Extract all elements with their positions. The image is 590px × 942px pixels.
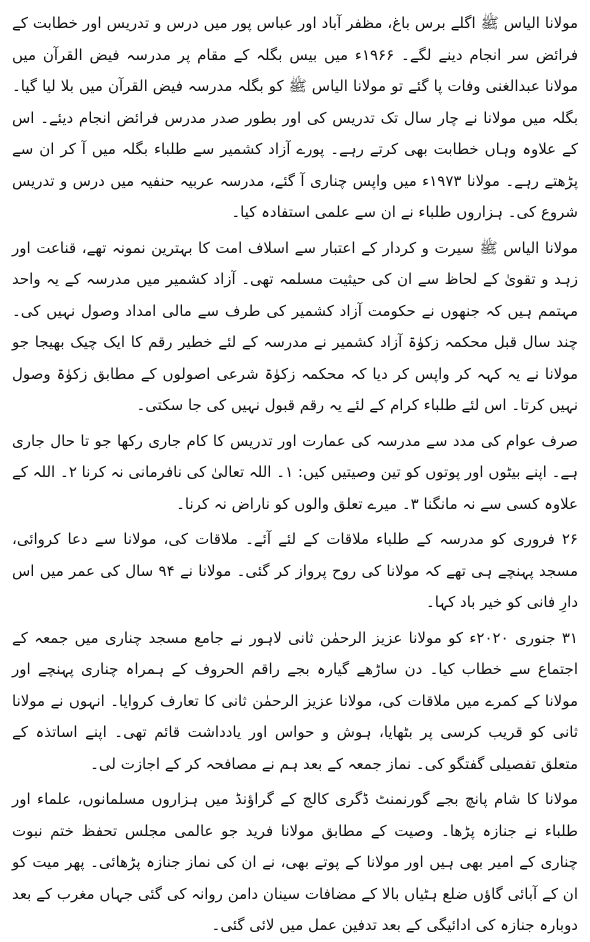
paragraph-3: صرف عوام کی مدد سے مدرسہ کی عمارت اور تدریس کا کام جاری رکھا جو تا حال جاری ہے۔ اپنے بیٹوں اور پوتوں کو تین وصیتیں کیں: ۱۔ اللہ تعالیٰ کی نافرمانی نہ کرنا ۲۔ اللہ کے علاوہ کسی سے نہ مانگنا ۳۔ میرے تعلق والوں کو ناراض نہ کرنا۔ bbox=[12, 431, 578, 513]
paragraph-2: مولانا الیاس ﷺ سیرت و کردار کے اعتبار سے اسلاف امت کا بہترین نمونہ تھے، قناعت اور زہد و تقویٰ کے لحاظ سے ان کی حیثیت مسلمہ تھی۔ آزاد کشمیر میں مدرسہ کے یہ واحد مہتمم ہیں کہ جنھوں نے حکومت آزاد کشمیر کی طرف سے مالی امداد وصول نہیں کی۔ چند سال قبل محکمہ زکوٰۃ آزاد کشمیر نے مدرسہ کے لئے خطیر رقم کا ایک چیک بھیجا جو مولانا نے یہ کہہ کر واپس کر دیا کہ محکمہ زکوٰۃ شرعی اصولوں کے مطابق زکوٰۃ وصول نہیں کرتا۔ اس لئے طلباء کرام کے لئے یہ رقم قبول نہیں کی جا سکتی۔ bbox=[12, 238, 578, 414]
paragraph-6: مولانا کا شام پانچ بجے گورنمنٹ ڈگری کالج کے گراؤنڈ میں ہزاروں مسلمانوں، علماء اور طلباء نے جنازہ پڑھا۔ وصیت کے مطابق مولانا فرید جو عالمی مجلس تحفظ ختم نبوت چناری کے امیر بھی ہیں اور مولانا کے پوتے بھی، نے ان کی نماز جنازہ پڑھائی۔ پھر میت کو ان کے آبائی گاؤں ضلع ہٹیاں بالا کے مضافات سینان دامن روانہ کی گئی جہاں مغرب کے بعد دوبارہ جنازہ کی ادائیگی کے بعد تدفین عمل میں لائی گئی۔ bbox=[12, 790, 578, 934]
paragraph-1: مولانا الیاس ﷺ اگلے برس باغ، مظفر آباد اور عباس پور میں درس و تدریس اور خطابت کے فرائض سر انجام دینے لگے۔ ۱۹۶۶ء میں بیس بگلہ کے مقام پر مدرسہ فیض القرآن میں مولانا عبدالغنی وفات پا گئے تو مولانا الیاس ﷺ کو بگلہ مدرسہ فیض القرآن میں بلا لیا گیا۔ بگلہ میں مولانا نے چار سال تک تدریس کی اور بطور صدر مدرس فرائض انجام دیئے۔ اس کے علاوہ وہاں خطابت بھی کرتے رہے۔ پورے آزاد کشمیر سے طلباء بگلہ میں آ کر ان سے پڑھتے رہے۔ مولانا ۱۹۷۳ء میں واپس چناری آ گئے، مدرسہ عربیہ حنفیہ میں درس و تدریس شروع کی۔ ہزاروں طلباء نے ان سے علمی استفادہ کیا۔ bbox=[12, 14, 578, 221]
paragraph-4: ۲۶ فروری کو مدرسہ کے طلباء ملاقات کے لئے آئے۔ ملاقات کی، مولانا سے دعا کروائی، مسجد پہنچے ہی تھے کہ مولانا کی روح پرواز کر گئی۔ مولانا نے ۹۴ سال کی عمر میں اس دارِ فانی کو خیر باد کہا۔ bbox=[12, 530, 578, 611]
paragraph-5: ۳۱ جنوری ۲۰۲۰ء کو مولانا عزیز الرحمٰن ثانی لاہور نے جامع مسجد چناری میں جمعہ کے اجتماع سے خطاب کیا۔ دن ساڑھے گیارہ بجے راقم الحروف کے ہمراہ چناری پہنچے اور مولانا کے کمرے میں ملاقات کی، مولانا عزیز الرحمٰن ثانی کا تعارف کروایا۔ انہوں نے مولانا ثانی کو قریب کرسی پر بٹھایا، ہوش و حواس اور یادداشت قائم تھی۔ اپنے اساتذہ کے متعلق تفصیلی گفتگو کی۔ نماز جمعہ کے بعد ہم نے مصافحہ کر کے اجازت لی۔ bbox=[12, 628, 578, 773]
